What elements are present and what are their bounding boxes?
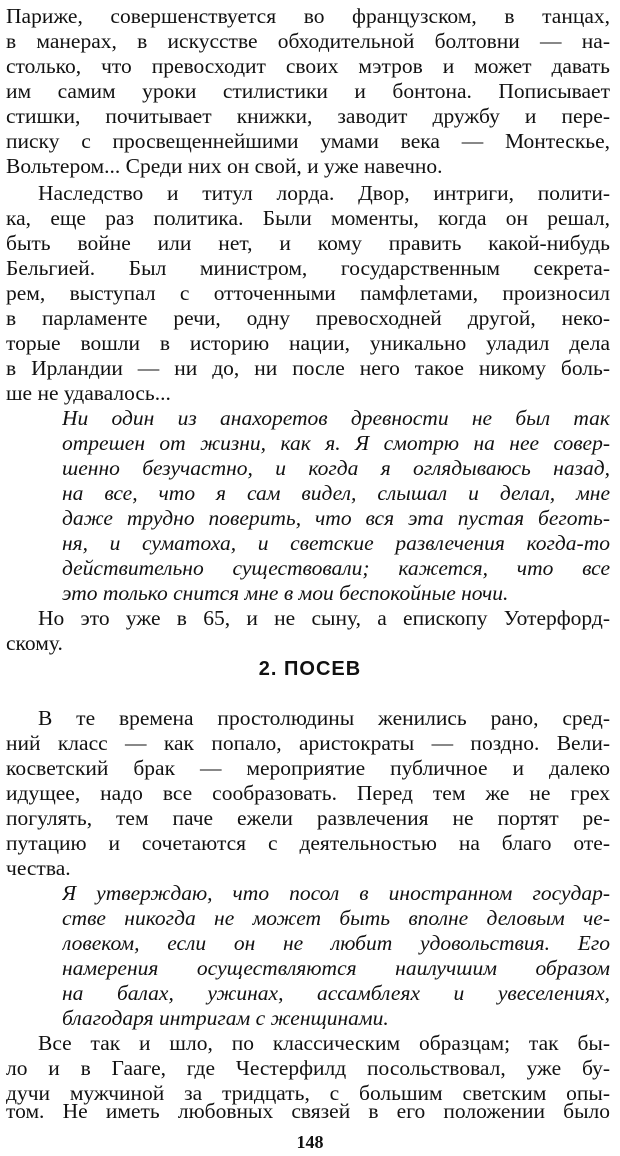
page-number: 148 [296, 1132, 324, 1152]
text-line: Но это уже в 65, и не сыну, а епископу Уотерфорд- [38, 606, 610, 630]
section-heading: 2. ПОСЕВ [258, 658, 362, 680]
quote-line: на балах, ужинах, ассамблеях и увеселениях, [62, 981, 610, 1005]
text-line: им самим уроки стилистики и бонтона. Пописывает [6, 79, 610, 103]
text-line: ше не удавалось... [6, 381, 171, 405]
text-line: скому. [6, 631, 63, 655]
text-line: том. Не иметь любовных связей в его положении было [6, 1099, 610, 1123]
text-line: Бельгией. Был министром, государственным секрета- [6, 256, 610, 280]
text-line: погулять, тем паче ежели развлечения не портят ре- [6, 806, 610, 830]
text-line: ка, еще раз политика. Были моменты, когда он решал, [6, 206, 610, 230]
quote-line: отрешен от жизни, как я. Я смотрю на нее совер- [62, 431, 610, 455]
quote-line: действительно существовали; кажется, что все [62, 556, 610, 580]
text-line: в парламенте речи, одну превосходней другой, неко- [6, 306, 610, 330]
quote-line: шенно безучастно, и когда я оглядываюсь назад, [62, 456, 610, 480]
text-line: торые вошли в историю нации, уникально уладил дела [6, 331, 610, 355]
text-line: дучи мужчиной за тридцать, с большим светским опы- [6, 1081, 610, 1105]
text-line: чества. [6, 856, 71, 880]
text-line: ло и в Гааге, где Честерфилд посольствовал, уже бу- [6, 1056, 610, 1080]
text-line: В те времена простолюдины женились рано, сред- [38, 706, 610, 730]
text-line: косветский брак — мероприятие публичное и далеко [6, 756, 610, 780]
text-line: Все так и шло, по классическим образцам; так бы- [38, 1031, 610, 1055]
text-line: быть войне или нет, и кому править какой-нибудь [6, 231, 610, 255]
text-line: столько, что превосходит своих мэтров и может давать [6, 54, 610, 78]
quote-line: Я утверждаю, что посол в иностранном государ- [62, 881, 610, 905]
text-line: в Ирландии — ни до, ни после него такое никому боль- [6, 356, 610, 380]
quote-line: это только снится мне в мои беспокойные ночи. [62, 581, 509, 605]
text-line: стишки, почитывает книжки, заводит дружбу и пере- [6, 104, 610, 128]
quote-line: благодаря интригам с женщинами. [62, 1006, 389, 1030]
text-line: Париже, совершенствуется во французском, в танцах, [6, 4, 610, 28]
text-line: Наследство и титул лорда. Двор, интриги, полити- [38, 181, 610, 205]
text-line: ний класс — как попало, аристократы — поздно. Вели- [6, 731, 610, 755]
quote-line: стве никогда не может быть вполне деловым че- [62, 906, 610, 930]
text-line: Вольтером... Среди них он свой, и уже навечно. [6, 154, 443, 178]
text-line: в манерах, в искусстве обходительной болтовни — на- [6, 29, 610, 53]
quote-line: намерения осуществляются наилучшим образом [62, 956, 610, 980]
text-line: путацию и сочетаются с деятельностью на благо оте- [6, 831, 610, 855]
quote-line: на все, что я сам видел, слышал и делал, мне [62, 481, 610, 505]
quote-line: даже трудно поверить, что вся эта пустая беготь- [62, 506, 610, 530]
quote-line: ня, и суматоха, и светские развлечения когда-то [62, 531, 610, 555]
quote-line: ловеком, если он не любит удовольствия. Его [62, 931, 610, 955]
text-line: рем, выступал с отточенными памфлетами, произносил [6, 281, 610, 305]
text-line: идущее, надо все сообразовать. Перед тем же не грех [6, 781, 610, 805]
quote-line: Ни один из анахоретов древности не был так [62, 406, 610, 430]
text-line: писку с просвещеннейшими умами века — Монтескье, [6, 129, 610, 153]
